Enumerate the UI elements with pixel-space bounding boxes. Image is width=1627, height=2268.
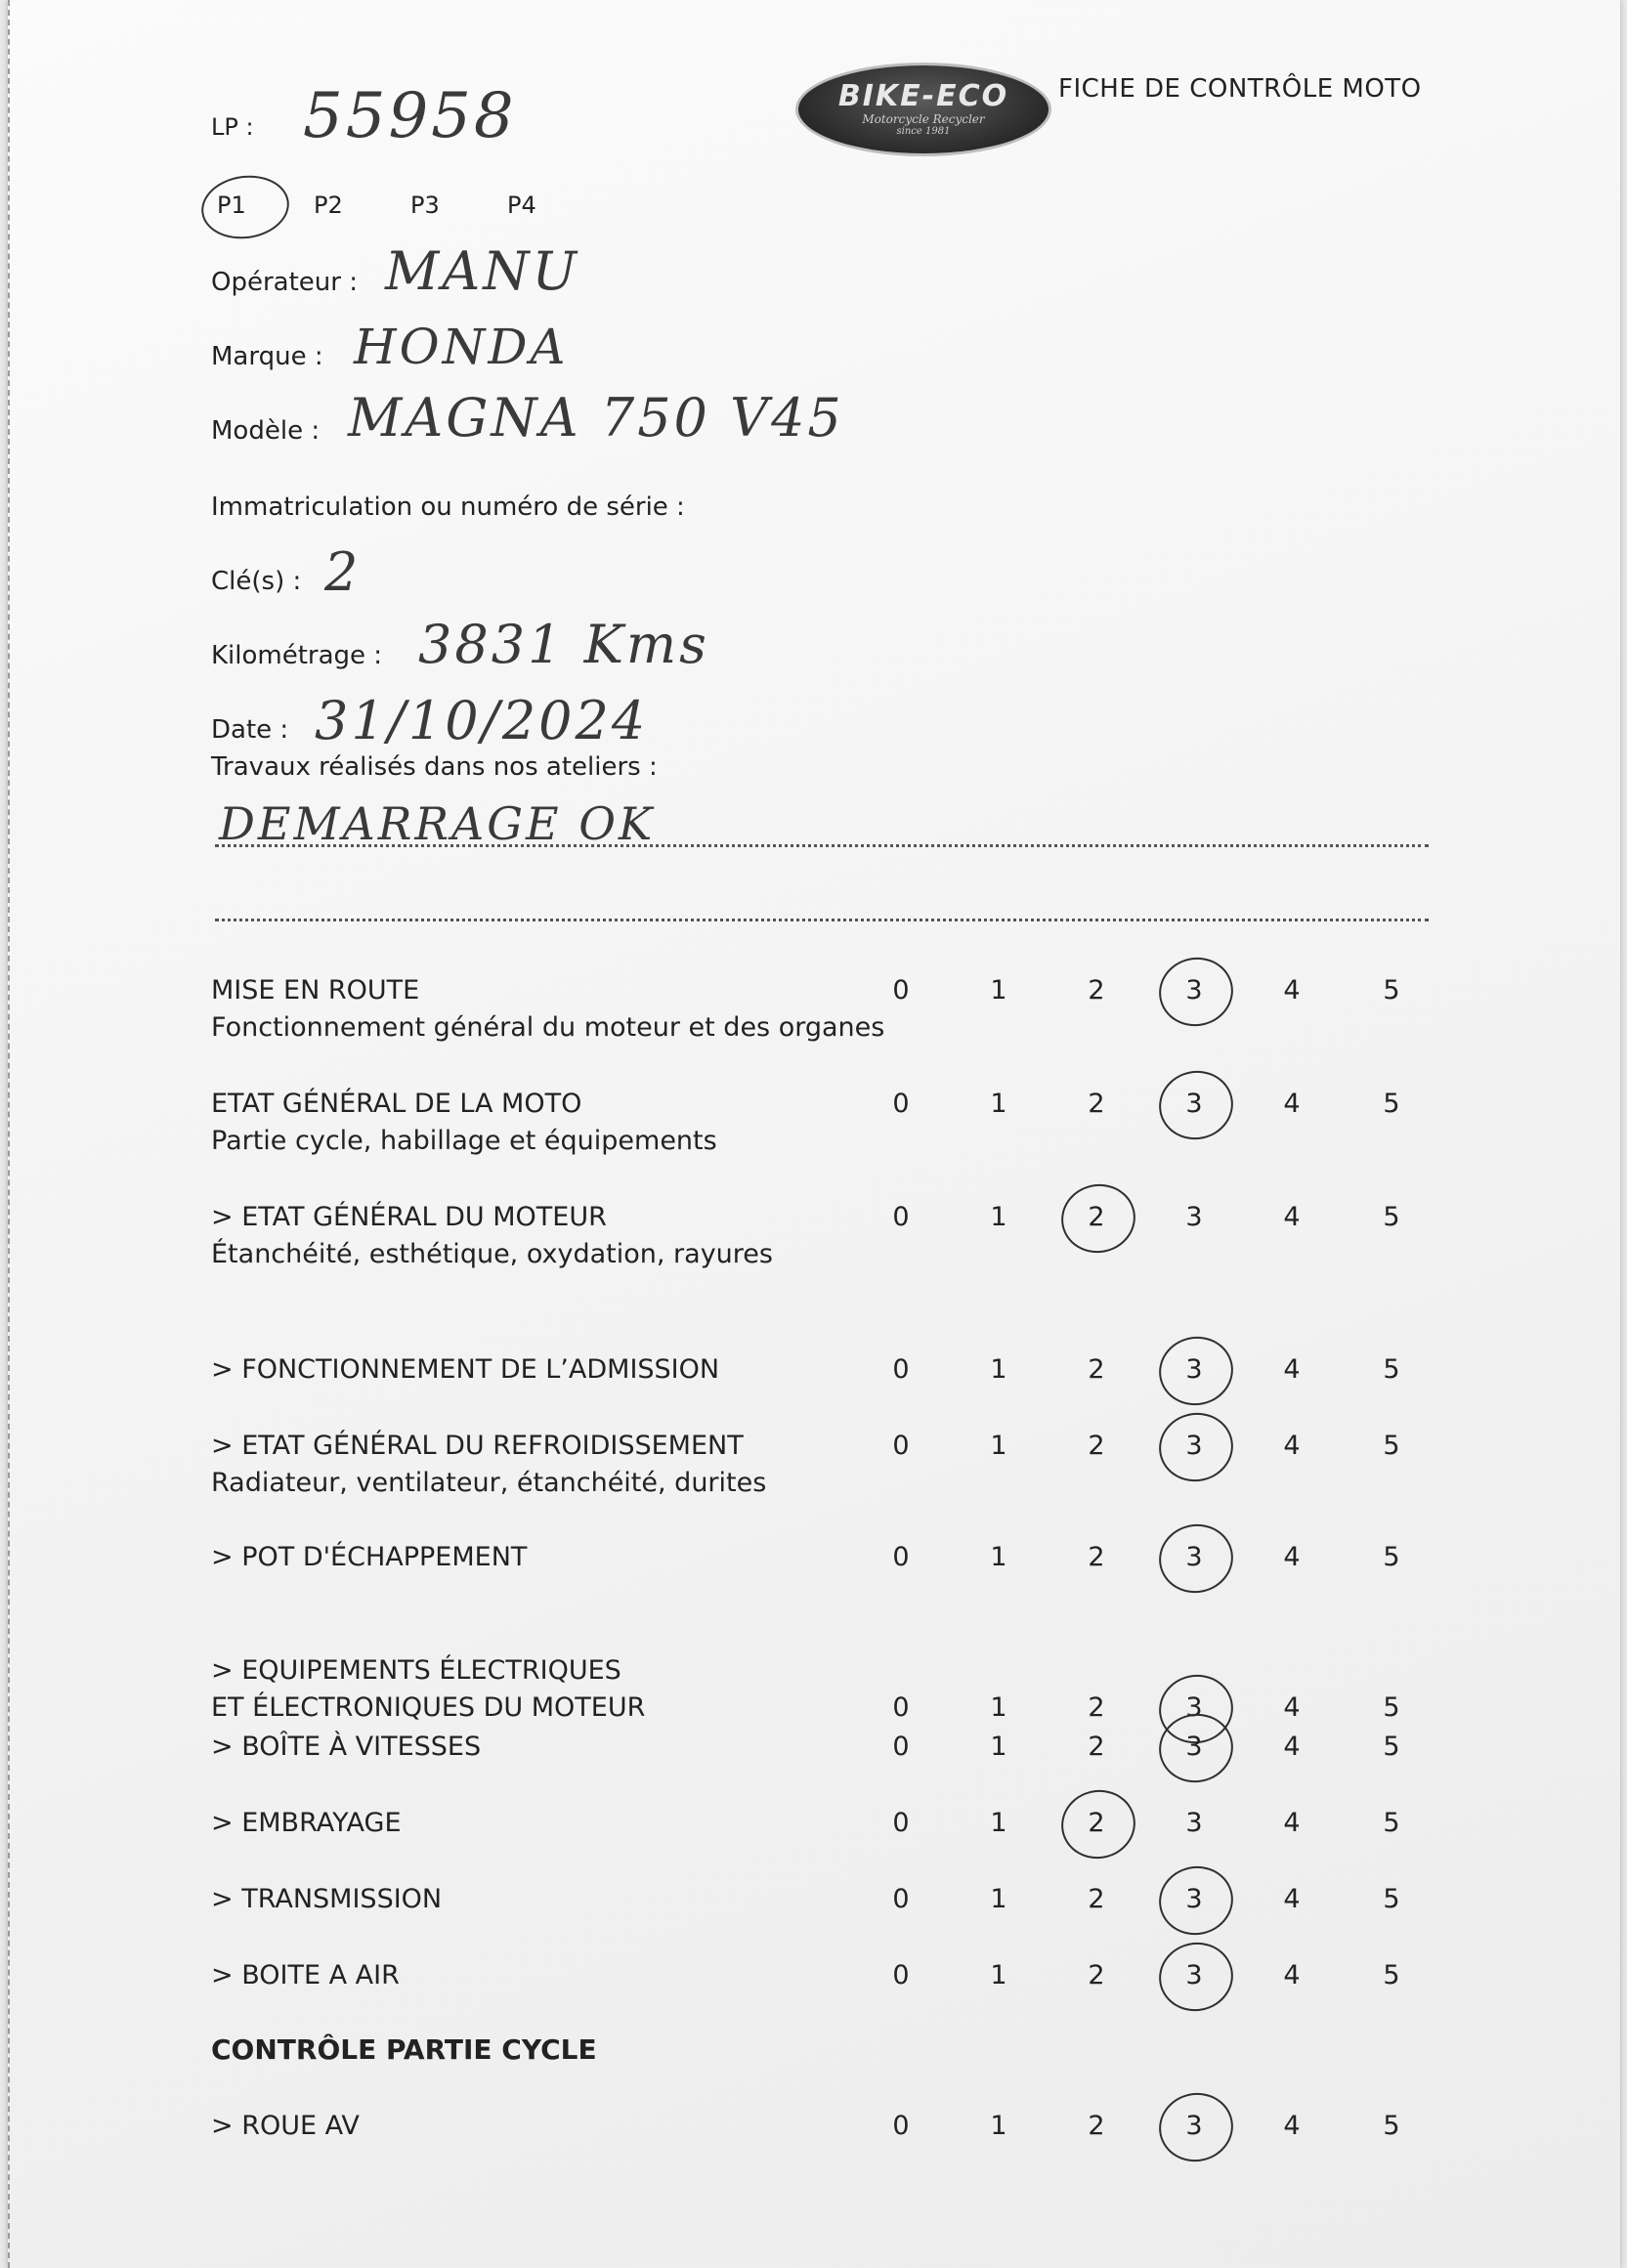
row-score-1: 1 bbox=[990, 1884, 1007, 1914]
row-sublabel: ET ÉLECTRONIQUES DU MOTEUR bbox=[211, 1692, 646, 1723]
keys-label: Clé(s) : bbox=[211, 567, 302, 596]
row-score-5: 5 bbox=[1383, 1884, 1400, 1914]
cycle-row-score-3: 3 bbox=[1185, 2111, 1203, 2141]
row-score-4: 4 bbox=[1283, 975, 1301, 1006]
row-score-0: 0 bbox=[892, 1354, 910, 1385]
logo-since: since 1981 bbox=[896, 126, 951, 137]
registration-label: Immatriculation ou numéro de série : bbox=[211, 492, 685, 522]
row-label: MISE EN ROUTE bbox=[211, 975, 420, 1006]
row-score-0: 0 bbox=[892, 1732, 910, 1762]
cycle-row-score-0: 0 bbox=[892, 2111, 910, 2141]
operator-label: Opérateur : bbox=[211, 268, 358, 297]
position-p1: P1 bbox=[217, 192, 246, 219]
row-score-2: 2 bbox=[1088, 1884, 1105, 1914]
position-p2: P2 bbox=[314, 192, 343, 219]
row-score-1: 1 bbox=[990, 1202, 1007, 1232]
row-selected-score-circle bbox=[1153, 951, 1240, 1033]
row-score-4: 4 bbox=[1283, 1089, 1301, 1119]
row-score-2: 2 bbox=[1088, 1089, 1105, 1119]
row-score-3: 3 bbox=[1185, 1960, 1203, 1990]
logo-tagline: Motorcycle Recycler bbox=[862, 112, 985, 126]
row-score-5: 5 bbox=[1383, 1354, 1400, 1385]
row-score-3: 3 bbox=[1185, 1542, 1203, 1572]
cycle-row-score-1: 1 bbox=[990, 2111, 1007, 2141]
logo-brand: BIKE-ECO bbox=[837, 79, 1009, 113]
row-score-0: 0 bbox=[892, 1808, 910, 1838]
row-score-3: 3 bbox=[1185, 1692, 1203, 1723]
cycle-row-label: > ROUE AV bbox=[211, 2111, 360, 2141]
row-score-4: 4 bbox=[1283, 1808, 1301, 1838]
row-label: > TRANSMISSION bbox=[211, 1884, 443, 1914]
row-score-3: 3 bbox=[1185, 1089, 1203, 1119]
row-score-0: 0 bbox=[892, 1202, 910, 1232]
row-sublabel: Radiateur, ventilateur, étanchéité, durites bbox=[211, 1468, 767, 1498]
row-score-1: 1 bbox=[990, 975, 1007, 1006]
cycle-section-title: CONTRÔLE PARTIE CYCLE bbox=[211, 2033, 597, 2066]
row-score-2: 2 bbox=[1088, 1732, 1105, 1762]
row-score-0: 0 bbox=[892, 1960, 910, 1990]
row-score-1: 1 bbox=[990, 1808, 1007, 1838]
row-selected-score-circle bbox=[1153, 1860, 1240, 1942]
inspection-sheet bbox=[8, 0, 1620, 2268]
keys-value: 2 bbox=[324, 541, 362, 603]
row-score-2: 2 bbox=[1088, 1692, 1105, 1723]
work-label: Travaux réalisés dans nos ateliers : bbox=[211, 752, 658, 782]
date-value: 31/10/2024 bbox=[315, 690, 649, 751]
row-selected-score-circle bbox=[1153, 1406, 1240, 1488]
row-score-5: 5 bbox=[1383, 975, 1400, 1006]
row-selected-score-circle bbox=[1055, 1177, 1142, 1260]
row-score-5: 5 bbox=[1383, 1732, 1400, 1762]
row-label: > EMBRAYAGE bbox=[211, 1808, 402, 1838]
row-score-2: 2 bbox=[1088, 1202, 1105, 1232]
row-score-5: 5 bbox=[1383, 1089, 1400, 1119]
row-label: > BOÎTE À VITESSES bbox=[211, 1732, 482, 1762]
row-score-5: 5 bbox=[1383, 1542, 1400, 1572]
model-value: MAGNA 750 V45 bbox=[348, 387, 844, 449]
row-selected-score-circle bbox=[1153, 1518, 1240, 1600]
model-label: Modèle : bbox=[211, 416, 321, 446]
row-sublabel: Partie cycle, habillage et équipements bbox=[211, 1126, 717, 1156]
row-selected-score-circle bbox=[1055, 1783, 1142, 1865]
row-selected-score-circle bbox=[1153, 1330, 1240, 1412]
row-score-5: 5 bbox=[1383, 1808, 1400, 1838]
row-score-3: 3 bbox=[1185, 1808, 1203, 1838]
row-score-1: 1 bbox=[990, 1089, 1007, 1119]
cycle-row-score-2: 2 bbox=[1088, 2111, 1105, 2141]
work-line-1 bbox=[215, 844, 1429, 847]
row-score-1: 1 bbox=[990, 1732, 1007, 1762]
row-score-0: 0 bbox=[892, 1431, 910, 1461]
row-score-2: 2 bbox=[1088, 1431, 1105, 1461]
row-label: ETAT GÉNÉRAL DE LA MOTO bbox=[211, 1089, 582, 1119]
row-sublabel: Fonctionnement général du moteur et des organes bbox=[211, 1012, 885, 1043]
row-score-0: 0 bbox=[892, 1884, 910, 1914]
row-score-5: 5 bbox=[1383, 1431, 1400, 1461]
row-label: > ETAT GÉNÉRAL DU REFROIDISSEMENT bbox=[211, 1431, 744, 1461]
row-selected-score-circle bbox=[1153, 1064, 1240, 1146]
row-score-0: 0 bbox=[892, 1089, 910, 1119]
work-value: DEMARRAGE OK bbox=[219, 797, 656, 850]
row-score-3: 3 bbox=[1185, 1202, 1203, 1232]
row-score-4: 4 bbox=[1283, 1431, 1301, 1461]
row-label: > POT D'ÉCHAPPEMENT bbox=[211, 1542, 528, 1572]
row-score-5: 5 bbox=[1383, 1202, 1400, 1232]
row-score-4: 4 bbox=[1283, 1354, 1301, 1385]
row-score-4: 4 bbox=[1283, 1542, 1301, 1572]
row-score-1: 1 bbox=[990, 1542, 1007, 1572]
cycle-row-score-5: 5 bbox=[1383, 2111, 1400, 2141]
row-selected-score-circle bbox=[1153, 1936, 1240, 2018]
mileage-value: 3831 Kms bbox=[418, 614, 709, 675]
row-score-0: 0 bbox=[892, 1692, 910, 1723]
row-score-3: 3 bbox=[1185, 1431, 1203, 1461]
bike-eco-logo bbox=[795, 63, 1051, 156]
cycle-row-score-4: 4 bbox=[1283, 2111, 1301, 2141]
row-score-2: 2 bbox=[1088, 1354, 1105, 1385]
mileage-label: Kilométrage : bbox=[211, 641, 383, 670]
row-score-2: 2 bbox=[1088, 1542, 1105, 1572]
brand-value: HONDA bbox=[354, 319, 569, 375]
row-label: > ETAT GÉNÉRAL DU MOTEUR bbox=[211, 1202, 607, 1232]
row-score-4: 4 bbox=[1283, 1732, 1301, 1762]
row-score-1: 1 bbox=[990, 1354, 1007, 1385]
work-line-2 bbox=[215, 919, 1429, 921]
row-score-0: 0 bbox=[892, 975, 910, 1006]
row-score-3: 3 bbox=[1185, 1732, 1203, 1762]
date-label: Date : bbox=[211, 715, 289, 745]
lp-value: 55958 bbox=[303, 80, 517, 152]
lp-label: LP : bbox=[211, 113, 254, 141]
row-score-1: 1 bbox=[990, 1692, 1007, 1723]
row-score-1: 1 bbox=[990, 1960, 1007, 1990]
row-score-1: 1 bbox=[990, 1431, 1007, 1461]
row-score-4: 4 bbox=[1283, 1960, 1301, 1990]
row-label: > FONCTIONNEMENT DE L’ADMISSION bbox=[211, 1354, 720, 1385]
row-score-4: 4 bbox=[1283, 1692, 1301, 1723]
row-score-2: 2 bbox=[1088, 975, 1105, 1006]
position-p3: P3 bbox=[410, 192, 440, 219]
cycle-row-selected-score-circle bbox=[1153, 2086, 1240, 2168]
row-score-3: 3 bbox=[1185, 1884, 1203, 1914]
row-score-5: 5 bbox=[1383, 1960, 1400, 1990]
row-score-2: 2 bbox=[1088, 1808, 1105, 1838]
row-score-2: 2 bbox=[1088, 1960, 1105, 1990]
row-score-3: 3 bbox=[1185, 975, 1203, 1006]
brand-label: Marque : bbox=[211, 342, 323, 371]
row-label: > EQUIPEMENTS ÉLECTRIQUES bbox=[211, 1655, 621, 1686]
row-score-3: 3 bbox=[1185, 1354, 1203, 1385]
row-score-4: 4 bbox=[1283, 1884, 1301, 1914]
operator-value: MANU bbox=[385, 240, 580, 302]
row-label: > BOITE A AIR bbox=[211, 1960, 400, 1990]
row-score-5: 5 bbox=[1383, 1692, 1400, 1723]
document-title: FICHE DE CONTRÔLE MOTO bbox=[1058, 74, 1422, 104]
row-sublabel: Étanchéité, esthétique, oxydation, rayures bbox=[211, 1239, 773, 1269]
row-score-4: 4 bbox=[1283, 1202, 1301, 1232]
row-score-0: 0 bbox=[892, 1542, 910, 1572]
position-p4: P4 bbox=[507, 192, 536, 219]
